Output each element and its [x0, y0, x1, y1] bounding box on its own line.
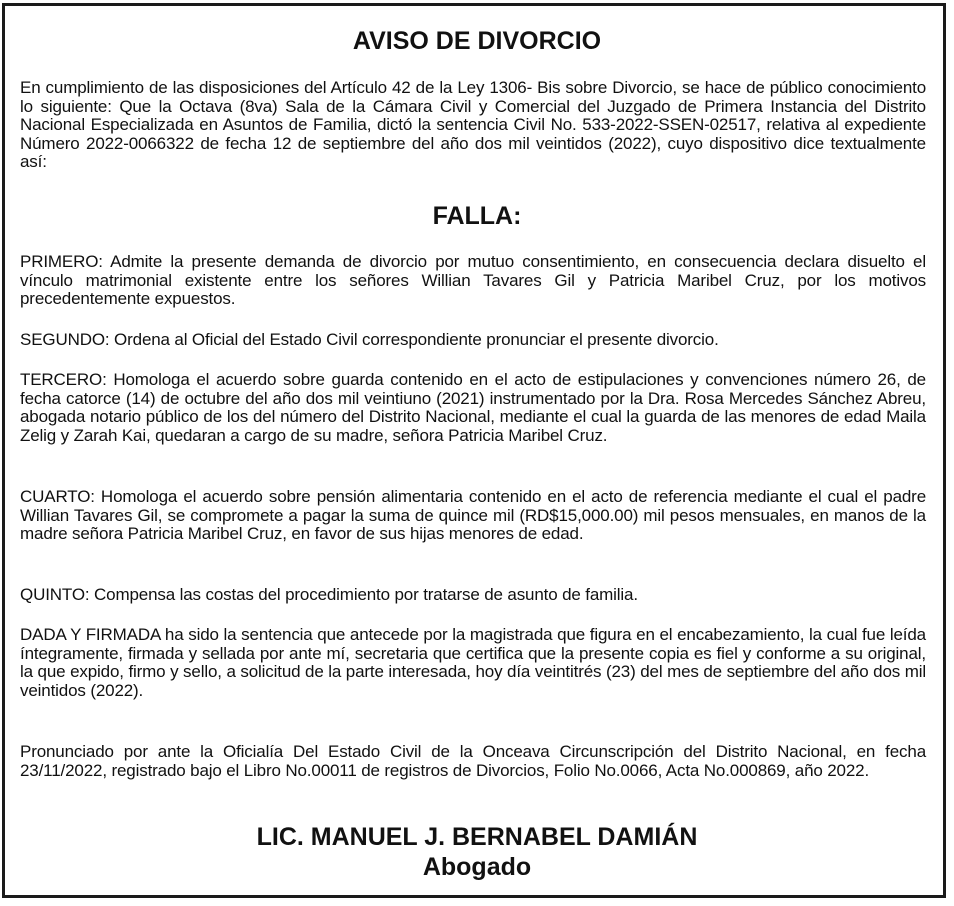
pronunciado-paragraph: Pronunciado por ante la Oficialía Del Estado Civil de la Onceava Circunscripción del Distrito Nacional, en fecha 23/11/2022, registrado bajo el Libro No.00011 de registros de Divorcios, Folio No.0066, Acta No.000869, año 2022. [20, 742, 926, 780]
falla-heading: FALLA: [432, 202, 522, 230]
tercero-paragraph: TERCERO: Homologa el acuerdo sobre guarda contenido en el acto de estipulaciones y convenciones número 26, de fecha catorce (14) de octubre del año dos mil veintiuno (2021) instrumentado por la Dra. Rosa Mercedes Sánchez Abreu, abogada notario público de los del número del Distrito Nacional, mediante el cual la guarda de las menores de edad Maila Zelig y Zarah Kai, quedaran a cargo de su madre, señora Patricia Maribel Cruz. [20, 370, 926, 445]
quinto-paragraph: QUINTO: Compensa las costas del procedimiento por tratarse de asunto de familia. [20, 585, 638, 604]
signer-name: LIC. MANUEL J. BERNABEL DAMIÁN [256, 823, 698, 851]
intro-paragraph: En cumplimiento de las disposiciones del Artículo 42 de la Ley 1306- Bis sobre Divorcio, se hace de público conocimiento lo siguiente: Que la Octava (8va) Sala de la Cámara Civil y Comercial del Juzgado de Primera Instancia del Distrito Nacional Especializada en Asuntos de Familia, dictó la sentencia Civil No. 533-2022-SSEN-02517, relativa al expediente Número 2022-0066322 de fecha 12 de septiembre del año dos mil veintidos (2022), cuyo dispositivo dice textualmente así: [20, 78, 926, 171]
signer-role: Abogado [422, 853, 532, 881]
notice-title: AVISO DE DIVORCIO [352, 27, 602, 55]
segundo-paragraph: SEGUNDO: Ordena al Oficial del Estado Civil correspondiente pronunciar el presente divorcio. [20, 330, 719, 349]
cuarto-paragraph: CUARTO: Homologa el acuerdo sobre pensión alimentaria contenido en el acto de referencia mediante el cual el padre Willian Tavares Gil, se compromete a pagar la suma de quince mil (RD$15,000.00) mil pesos mensuales, en manos de la madre señora Patricia Maribel Cruz, en favor de sus hijas menores de edad. [20, 487, 926, 543]
dada-paragraph: DADA Y FIRMADA ha sido la sentencia que antecede por la magistrada que figura en el encabezamiento, la cual fue leída íntegramente, firmada y sellada por ante mí, secretaria que certifica que la presente copia es fiel y conforme a su original, la que expido, firmo y sello, a solicitud de la parte interesada, hoy día veintitrés (23) del mes de septiembre del año dos mil veintidos (2022). [20, 625, 926, 700]
primero-paragraph: PRIMERO: Admite la presente demanda de divorcio por mutuo consentimiento, en consecuencia declara disuelto el vínculo matrimonial existente entre los señores Willian Tavares Gil y Patricia Maribel Cruz, por los motivos precedentemente expuestos. [20, 252, 926, 308]
